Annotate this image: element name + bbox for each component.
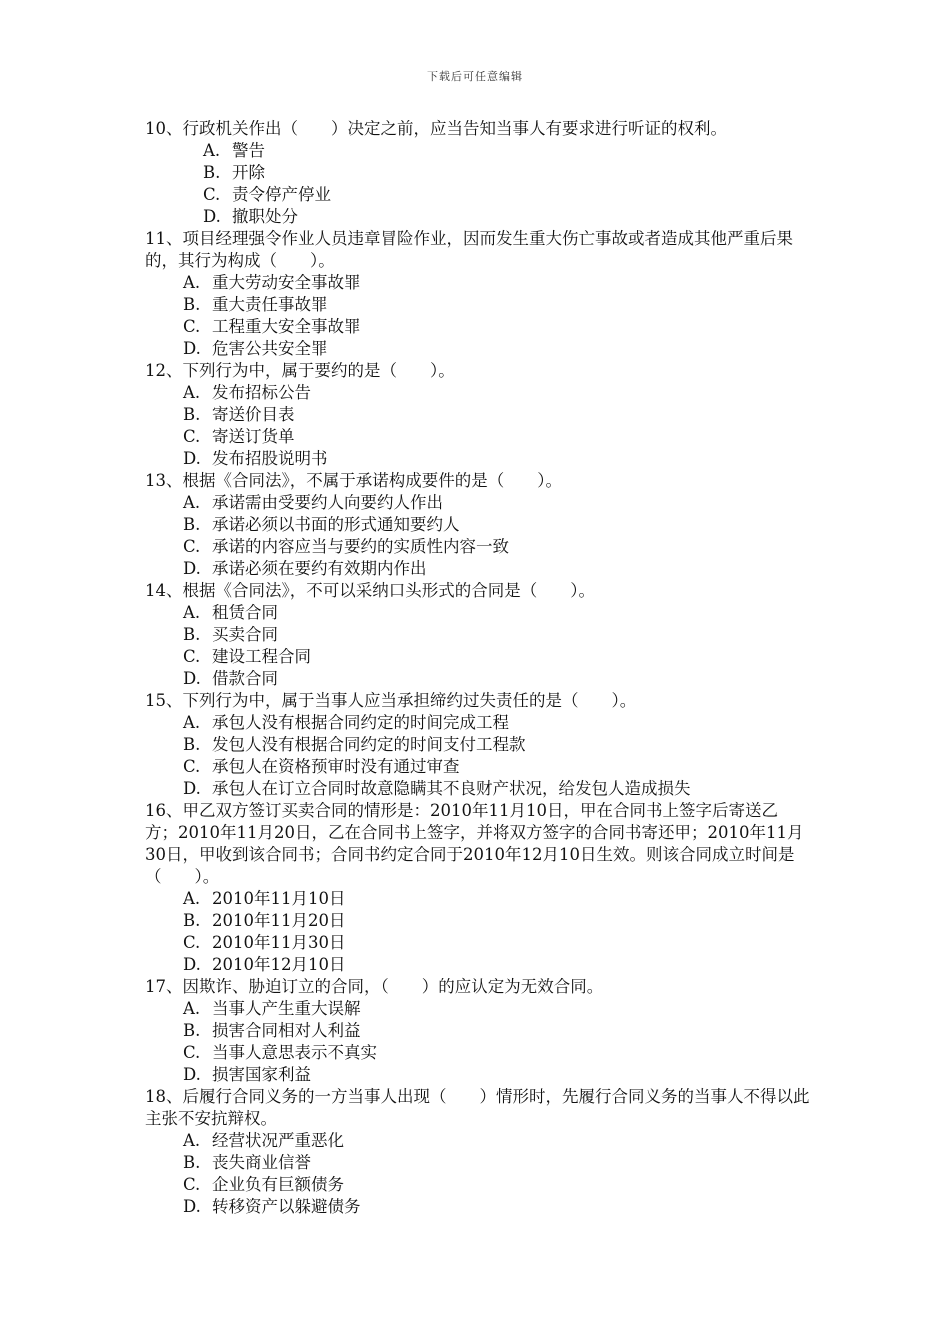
question-text: 下列行为中，属于当事人应当承担缔约过失责任的是（ ）。 — [182, 691, 637, 710]
option-list — [145, 1130, 810, 1218]
option-text: 警告 — [232, 141, 265, 160]
question-number: 14、 — [145, 581, 183, 600]
option-list — [145, 712, 810, 800]
option-item — [183, 602, 810, 624]
option-item — [183, 910, 810, 932]
question-text: 下列行为中，属于要约的是（ ）。 — [182, 361, 455, 380]
question-stem — [145, 1086, 810, 1130]
option-item — [203, 184, 810, 206]
option-list — [145, 602, 810, 690]
option-item — [183, 316, 810, 338]
option-text: 寄送订货单 — [212, 427, 295, 446]
option-text: 重大劳动安全事故罪 — [212, 273, 361, 292]
question-number: 16、 — [145, 801, 183, 820]
option-letter: B. — [183, 405, 201, 424]
question-number: 12、 — [145, 361, 183, 380]
option-letter: B. — [183, 515, 201, 534]
option-letter: A. — [183, 273, 201, 292]
option-text: 承诺必须在要约有效期内作出 — [212, 559, 427, 578]
option-text: 丧失商业信誉 — [212, 1153, 311, 1172]
question-number: 11、 — [145, 229, 183, 248]
option-text: 经营状况严重恶化 — [212, 1131, 344, 1150]
option-text: 开除 — [232, 163, 265, 182]
option-text: 寄送价目表 — [212, 405, 295, 424]
question-stem — [145, 800, 810, 888]
option-text: 承包人在订立合同时故意隐瞒其不良财产状况，给发包人造成损失 — [212, 779, 691, 798]
option-text: 借款合同 — [212, 669, 278, 688]
question-stem — [145, 690, 810, 712]
option-letter: A. — [183, 713, 201, 732]
question-stem — [145, 580, 810, 602]
question-item — [145, 690, 810, 800]
option-text: 损害国家利益 — [212, 1065, 311, 1084]
option-letter: D. — [183, 449, 201, 468]
option-letter: D. — [183, 669, 201, 688]
option-letter: B. — [183, 735, 201, 754]
option-text: 危害公共安全罪 — [212, 339, 328, 358]
option-text: 承包人在资格预审时没有通过审查 — [212, 757, 460, 776]
option-letter: A. — [203, 141, 221, 160]
option-letter: A. — [183, 493, 201, 512]
option-item — [183, 954, 810, 976]
option-item — [183, 1042, 810, 1064]
option-item — [183, 668, 810, 690]
option-letter: D. — [203, 207, 221, 226]
option-list — [145, 140, 810, 228]
option-text: 建设工程合同 — [212, 647, 311, 666]
option-text: 承诺的内容应当与要约的实质性内容一致 — [212, 537, 509, 556]
option-item — [183, 272, 810, 294]
question-stem — [145, 976, 810, 998]
question-number: 10、 — [145, 119, 183, 138]
option-item — [183, 756, 810, 778]
option-text: 责令停产停业 — [232, 185, 331, 204]
question-text: 根据《合同法》，不属于承诺构成要件的是（ ）。 — [182, 471, 562, 490]
question-stem — [145, 360, 810, 382]
option-item — [183, 338, 810, 360]
option-item — [183, 1130, 810, 1152]
option-item — [183, 932, 810, 954]
option-list — [145, 492, 810, 580]
option-item — [183, 492, 810, 514]
option-item — [183, 778, 810, 800]
option-letter: D. — [183, 955, 201, 974]
option-text: 发布招标公告 — [212, 383, 311, 402]
option-letter: C. — [203, 185, 221, 204]
option-item — [183, 1174, 810, 1196]
option-letter: C. — [183, 427, 201, 446]
option-item — [183, 888, 810, 910]
question-stem — [145, 118, 810, 140]
option-text: 企业负有巨额债务 — [212, 1175, 344, 1194]
question-item — [145, 470, 810, 580]
option-item — [183, 712, 810, 734]
option-item — [183, 448, 810, 470]
option-letter: B. — [183, 625, 201, 644]
option-text: 发包人没有根据合同约定的时间支付工程款 — [212, 735, 526, 754]
option-letter: D. — [183, 339, 201, 358]
question-stem — [145, 228, 810, 272]
option-letter: A. — [183, 889, 201, 908]
option-text: 工程重大安全事故罪 — [212, 317, 361, 336]
option-text: 当事人产生重大误解 — [212, 999, 361, 1018]
question-item — [145, 976, 810, 1086]
question-number: 15、 — [145, 691, 183, 710]
question-item — [145, 1086, 810, 1218]
option-item — [183, 426, 810, 448]
option-letter: A. — [183, 383, 201, 402]
option-item — [183, 558, 810, 580]
question-item — [145, 228, 810, 360]
option-letter: C. — [183, 1175, 201, 1194]
option-item — [183, 734, 810, 756]
option-item — [183, 1196, 810, 1218]
question-text: 因欺诈、胁迫订立的合同，（ ）的应认定为无效合同。 — [182, 977, 604, 996]
question-text: 甲乙双方签订买卖合同的情形是：2010年11月10日，甲在合同书上签字后寄送乙方；2010年11月20日，乙在合同书上签字，并将双方签字的合同书寄还甲；2010年11月30日，甲收到该合同书；合同书约定合同于2010年12月10日生效。则该合同成立时间是（ ）。 — [145, 801, 804, 886]
page-header-note: 下载后可任意编辑 — [427, 70, 523, 83]
option-text: 撤职处分 — [232, 207, 298, 226]
option-letter: D. — [183, 559, 201, 578]
option-letter: D. — [183, 779, 201, 798]
option-item — [183, 514, 810, 536]
option-text: 租赁合同 — [212, 603, 278, 622]
option-text: 承包人没有根据合同约定的时间完成工程 — [212, 713, 509, 732]
option-item — [183, 998, 810, 1020]
option-text: 重大责任事故罪 — [212, 295, 328, 314]
option-text: 损害合同相对人利益 — [212, 1021, 361, 1040]
option-letter: B. — [203, 163, 221, 182]
option-item — [183, 536, 810, 558]
option-letter: A. — [183, 603, 201, 622]
option-letter: D. — [183, 1197, 201, 1216]
option-text: 买卖合同 — [212, 625, 278, 644]
option-text: 2010年11月20日 — [212, 911, 346, 930]
option-item — [183, 1152, 810, 1174]
option-letter: A. — [183, 999, 201, 1018]
option-text: 承诺必须以书面的形式通知要约人 — [212, 515, 460, 534]
option-text: 2010年11月10日 — [212, 889, 346, 908]
option-letter: C. — [183, 537, 201, 556]
question-text: 项目经理强令作业人员违章冒险作业，因而发生重大伤亡事故或者造成其他严重后果的，其行为构成（ ）。 — [145, 229, 793, 270]
option-item — [183, 294, 810, 316]
option-item — [183, 1064, 810, 1086]
option-list — [145, 888, 810, 976]
option-text: 2010年12月10日 — [212, 955, 346, 974]
question-text: 根据《合同法》，不可以采纳口头形式的合同是（ ）。 — [182, 581, 595, 600]
question-item — [145, 360, 810, 470]
option-letter: C. — [183, 647, 201, 666]
question-number: 17、 — [145, 977, 183, 996]
question-number: 13、 — [145, 471, 183, 490]
option-text: 发布招股说明书 — [212, 449, 328, 468]
option-item — [183, 1020, 810, 1042]
question-text: 行政机关作出（ ）决定之前，应当告知当事人有要求进行听证的权利。 — [182, 119, 727, 138]
option-letter: C. — [183, 317, 201, 336]
option-text: 2010年11月30日 — [212, 933, 346, 952]
option-item — [183, 404, 810, 426]
option-letter: C. — [183, 757, 201, 776]
option-item — [183, 382, 810, 404]
question-item — [145, 118, 810, 228]
option-letter: B. — [183, 295, 201, 314]
question-text: 后履行合同义务的一方当事人出现（ ）情形时，先履行合同义务的当事人不得以此主张不安抗辩权。 — [145, 1087, 810, 1128]
option-text: 承诺需由受要约人向要约人作出 — [212, 493, 443, 512]
option-list — [145, 998, 810, 1086]
option-item — [183, 624, 810, 646]
option-item — [203, 206, 810, 228]
option-letter: B. — [183, 1153, 201, 1172]
option-text: 转移资产以躲避债务 — [212, 1197, 361, 1216]
option-letter: B. — [183, 1021, 201, 1040]
option-list — [145, 382, 810, 470]
option-item — [203, 140, 810, 162]
option-letter: B. — [183, 911, 201, 930]
option-letter: D. — [183, 1065, 201, 1084]
option-letter: C. — [183, 1043, 201, 1062]
question-list — [145, 118, 810, 1218]
question-number: 18、 — [145, 1087, 183, 1106]
option-text: 当事人意思表示不真实 — [212, 1043, 377, 1062]
question-item — [145, 800, 810, 976]
question-stem — [145, 470, 810, 492]
option-letter: C. — [183, 933, 201, 952]
option-letter: A. — [183, 1131, 201, 1150]
option-list — [145, 272, 810, 360]
question-item — [145, 580, 810, 690]
option-item — [183, 646, 810, 668]
option-item — [203, 162, 810, 184]
